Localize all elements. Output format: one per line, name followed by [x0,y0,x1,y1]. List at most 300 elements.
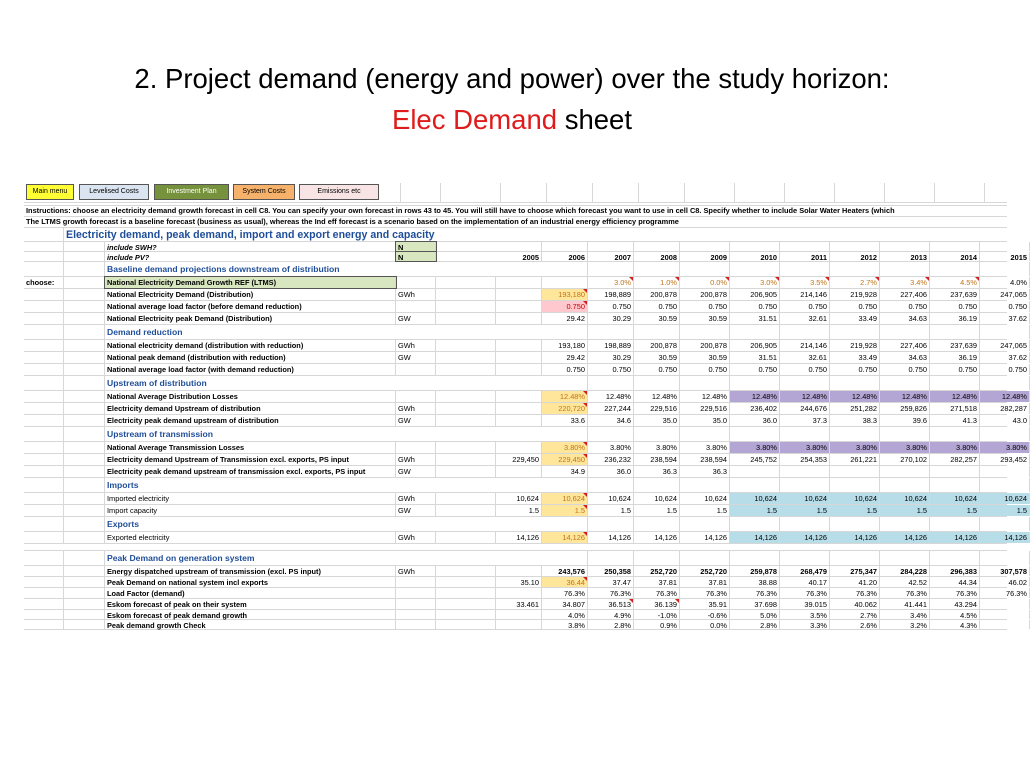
value-cell-2013[interactable]: 259,826 [880,403,930,414]
value-cell-2013[interactable]: 270,102 [880,454,930,465]
value-cell-2011[interactable]: 3.5% [780,610,830,619]
value-cell-2012[interactable]: 12.48% [830,391,880,402]
value-cell-2006[interactable]: 34.807 [542,599,588,609]
empty-cell[interactable] [64,620,105,629]
empty-cell[interactable] [24,376,64,390]
value-cell-2009[interactable]: 76.3% [680,588,730,598]
value-cell-2005[interactable] [496,566,542,576]
empty-cell[interactable] [730,325,780,339]
value-cell-2005[interactable] [496,391,542,402]
empty-cell[interactable] [24,517,64,531]
value-cell-2014[interactable]: 41.3 [930,415,980,426]
empty-cell[interactable] [64,340,105,351]
value-cell-2012[interactable] [830,466,880,477]
empty-cell[interactable] [930,551,980,565]
empty-cell[interactable] [680,242,730,251]
value-cell-2010[interactable]: 259,878 [730,566,780,576]
value-cell-2006[interactable]: 1.5 [542,505,588,516]
empty-cell[interactable] [930,478,980,492]
value-cell-2005[interactable]: 229,450 [496,454,542,465]
value-cell-2009[interactable]: 252,720 [680,566,730,576]
empty-cell[interactable] [436,313,496,324]
value-cell-2005[interactable] [496,415,542,426]
value-cell-2011[interactable]: 32.61 [780,313,830,324]
empty-cell[interactable] [680,427,730,441]
value-cell-2011[interactable]: 254,353 [780,454,830,465]
value-cell-2009[interactable]: 12.48% [680,391,730,402]
empty-cell[interactable] [780,427,830,441]
value-cell-2011[interactable]: 3.80% [780,442,830,453]
value-cell-2008[interactable]: 200,878 [634,289,680,300]
value-cell-2011[interactable]: 214,146 [780,289,830,300]
value-cell-2006[interactable]: 193,180 [542,289,588,300]
empty-cell[interactable] [64,610,105,619]
empty-cell[interactable] [64,566,105,576]
empty-cell[interactable] [830,551,880,565]
empty-cell[interactable] [64,376,105,390]
empty-cell[interactable] [64,415,105,426]
option-value-input[interactable]: N [396,242,436,251]
empty-cell[interactable] [436,352,496,363]
value-cell-2008[interactable]: 1.0% [634,277,680,288]
value-cell-2007[interactable]: 12.48% [588,391,634,402]
value-cell-2012[interactable]: 251,282 [830,403,880,414]
value-cell-2013[interactable]: 14,126 [880,532,930,543]
value-cell-2012[interactable]: 76.3% [830,588,880,598]
value-cell-2007[interactable]: 76.3% [588,588,634,598]
empty-cell[interactable] [830,517,880,531]
value-cell-2015[interactable]: 282,287 [980,403,1030,414]
empty-cell[interactable] [730,242,780,251]
spreadsheet[interactable] [24,183,1027,656]
empty-cell[interactable] [880,242,930,251]
value-cell-2008[interactable]: 37.81 [634,577,680,587]
value-cell-2010[interactable] [730,466,780,477]
value-cell-2009[interactable]: 0.0% [680,620,730,629]
value-cell-2015[interactable]: 4.0% [980,277,1030,288]
empty-cell[interactable] [830,262,880,276]
empty-cell[interactable] [780,325,830,339]
empty-cell[interactable] [830,478,880,492]
value-cell-2011[interactable]: 268,479 [780,566,830,576]
value-cell-2014[interactable]: 237,639 [930,289,980,300]
value-cell-2010[interactable]: 36.0 [730,415,780,426]
empty-cell[interactable] [64,505,105,516]
value-cell-2015[interactable]: 0.750 [980,364,1030,375]
value-cell-2014[interactable]: 36.19 [930,352,980,363]
value-cell-2015[interactable]: 37.62 [980,313,1030,324]
value-cell-2014[interactable]: 76.3% [930,588,980,598]
value-cell-2012[interactable]: 0.750 [830,364,880,375]
value-cell-2006[interactable]: 3.8% [542,620,588,629]
empty-cell[interactable] [780,262,830,276]
value-cell-2007[interactable]: 10,624 [588,493,634,504]
value-cell-2012[interactable]: 41.20 [830,577,880,587]
empty-cell[interactable] [588,325,634,339]
value-cell-2007[interactable]: 0.750 [588,364,634,375]
value-cell-2012[interactable]: 2.6% [830,620,880,629]
empty-cell[interactable] [588,478,634,492]
value-cell-2011[interactable]: 12.48% [780,391,830,402]
value-cell-2006[interactable]: 243,576 [542,566,588,576]
value-cell-2012[interactable]: 33.49 [830,352,880,363]
value-cell-2010[interactable]: 206,905 [730,289,780,300]
empty-cell[interactable] [64,599,105,609]
value-cell-2010[interactable]: 3.80% [730,442,780,453]
value-cell-2013[interactable]: 1.5 [880,505,930,516]
value-cell-2005[interactable] [496,289,542,300]
value-cell-2008[interactable]: 36.139 [634,599,680,609]
empty-cell[interactable] [780,478,830,492]
empty-cell[interactable] [830,325,880,339]
value-cell-2010[interactable]: 0.750 [730,301,780,312]
value-cell-2007[interactable]: 227,244 [588,403,634,414]
empty-cell[interactable] [24,252,64,261]
value-cell-2011[interactable]: 76.3% [780,588,830,598]
empty-cell[interactable] [634,242,680,251]
value-cell-2009[interactable]: 200,878 [680,289,730,300]
value-cell-2008[interactable]: 36.3 [634,466,680,477]
empty-cell[interactable] [930,325,980,339]
value-cell-2015[interactable]: 10,624 [980,493,1030,504]
value-cell-2015[interactable] [980,610,1030,619]
value-cell-2007[interactable]: 3.80% [588,442,634,453]
value-cell-2015[interactable]: 12.48% [980,391,1030,402]
empty-cell[interactable] [64,466,105,477]
value-cell-2007[interactable]: 0.750 [588,301,634,312]
value-cell-2007[interactable]: 198,889 [588,289,634,300]
value-cell-2014[interactable]: 10,624 [930,493,980,504]
value-cell-2013[interactable]: 39.6 [880,415,930,426]
empty-cell[interactable] [634,262,680,276]
empty-cell[interactable] [436,289,496,300]
value-cell-2010[interactable]: 37.698 [730,599,780,609]
empty-cell[interactable] [436,301,496,312]
value-cell-2013[interactable]: 0.750 [880,364,930,375]
value-cell-2013[interactable]: 284,228 [880,566,930,576]
value-cell-2005[interactable] [496,610,542,619]
levelised-costs-button[interactable]: Levelised Costs [79,184,149,200]
empty-cell[interactable] [436,493,496,504]
value-cell-2014[interactable]: 36.19 [930,313,980,324]
empty-cell[interactable] [64,364,105,375]
value-cell-2006[interactable]: 33.6 [542,415,588,426]
value-cell-2005[interactable] [496,277,542,288]
value-cell-2008[interactable]: 35.0 [634,415,680,426]
empty-cell[interactable] [730,478,780,492]
value-cell-2011[interactable]: 37.3 [780,415,830,426]
empty-cell[interactable] [24,551,64,565]
value-cell-2009[interactable]: 30.59 [680,313,730,324]
value-cell-2011[interactable]: 3.5% [780,277,830,288]
value-cell-2008[interactable]: 252,720 [634,566,680,576]
value-cell-2010[interactable]: 31.51 [730,313,780,324]
value-cell-2009[interactable]: 0.750 [680,301,730,312]
empty-cell[interactable] [980,376,1030,390]
value-cell-2015[interactable] [980,599,1030,609]
empty-cell[interactable] [436,620,496,629]
value-cell-2010[interactable]: 0.750 [730,364,780,375]
value-cell-2005[interactable] [496,313,542,324]
value-cell-2008[interactable]: 238,594 [634,454,680,465]
value-cell-2013[interactable]: 76.3% [880,588,930,598]
value-cell-2007[interactable]: 3.0% [588,277,634,288]
value-cell-2015[interactable]: 46.02 [980,577,1030,587]
empty-cell[interactable] [930,376,980,390]
value-cell-2008[interactable]: 30.59 [634,313,680,324]
value-cell-2014[interactable]: 3.80% [930,442,980,453]
empty-cell[interactable] [436,466,496,477]
value-cell-2008[interactable]: 1.5 [634,505,680,516]
value-cell-2012[interactable]: 33.49 [830,313,880,324]
empty-cell[interactable] [780,242,830,251]
system-costs-button[interactable]: System Costs [233,184,295,200]
empty-cell[interactable] [436,403,496,414]
value-cell-2013[interactable]: 42.52 [880,577,930,587]
value-cell-2012[interactable]: 10,624 [830,493,880,504]
value-cell-2006[interactable] [542,277,588,288]
value-cell-2007[interactable]: 34.6 [588,415,634,426]
value-cell-2009[interactable]: 36.3 [680,466,730,477]
value-cell-2006[interactable]: 34.9 [542,466,588,477]
value-cell-2015[interactable]: 293,452 [980,454,1030,465]
empty-cell[interactable] [64,454,105,465]
value-cell-2010[interactable]: 1.5 [730,505,780,516]
value-cell-2006[interactable]: 0.750 [542,301,588,312]
value-cell-2014[interactable]: 271,518 [930,403,980,414]
value-cell-2015[interactable]: 3.80% [980,442,1030,453]
value-cell-2006[interactable]: 4.0% [542,610,588,619]
value-cell-2013[interactable]: 3.2% [880,620,930,629]
value-cell-2010[interactable]: 2.8% [730,620,780,629]
value-cell-2006[interactable]: 229,450 [542,454,588,465]
value-cell-2015[interactable]: 14,126 [980,532,1030,543]
value-cell-2010[interactable]: 5.0% [730,610,780,619]
value-cell-2009[interactable]: 37.81 [680,577,730,587]
empty-cell[interactable] [880,262,930,276]
value-cell-2015[interactable]: 43.0 [980,415,1030,426]
value-cell-2005[interactable] [496,403,542,414]
empty-cell[interactable] [880,427,930,441]
empty-cell[interactable] [730,551,780,565]
value-cell-2010[interactable]: 14,126 [730,532,780,543]
empty-cell[interactable] [436,340,496,351]
value-cell-2005[interactable]: 1.5 [496,505,542,516]
value-cell-2012[interactable]: 261,221 [830,454,880,465]
value-cell-2009[interactable]: 10,624 [680,493,730,504]
empty-cell[interactable] [680,376,730,390]
value-cell-2014[interactable]: 296,383 [930,566,980,576]
empty-cell[interactable] [64,262,105,276]
empty-cell[interactable] [64,277,105,288]
value-cell-2006[interactable]: 0.750 [542,364,588,375]
value-cell-2015[interactable]: 247,065 [980,289,1030,300]
investment-plan-button[interactable]: Investment Plan [154,184,229,200]
section-title-main[interactable]: Electricity demand, peak demand, import and export energy and capacity [66,229,435,241]
value-cell-2014[interactable]: 282,257 [930,454,980,465]
value-cell-2012[interactable]: 40.062 [830,599,880,609]
value-cell-2005[interactable] [496,364,542,375]
value-cell-2005[interactable] [496,466,542,477]
empty-cell[interactable] [634,427,680,441]
value-cell-2008[interactable]: 0.750 [634,301,680,312]
value-cell-2006[interactable]: 10,624 [542,493,588,504]
main-menu-button[interactable]: Main menu [26,184,74,200]
value-cell-2013[interactable]: 3.80% [880,442,930,453]
empty-cell[interactable] [588,242,634,251]
empty-cell[interactable] [64,493,105,504]
empty-cell[interactable] [880,376,930,390]
value-cell-2012[interactable]: 219,928 [830,289,880,300]
empty-cell[interactable] [980,325,1030,339]
empty-cell[interactable] [64,442,105,453]
value-cell-2011[interactable]: 40.17 [780,577,830,587]
value-cell-2008[interactable]: 0.750 [634,364,680,375]
value-cell-2010[interactable]: 206,905 [730,340,780,351]
value-cell-2007[interactable]: 250,358 [588,566,634,576]
value-cell-2005[interactable] [496,442,542,453]
value-cell-2007[interactable]: 36.0 [588,466,634,477]
value-cell-2014[interactable]: 4.5% [930,610,980,619]
empty-cell[interactable] [542,551,588,565]
value-cell-2011[interactable] [780,466,830,477]
empty-cell[interactable] [680,262,730,276]
value-cell-2014[interactable] [930,466,980,477]
value-cell-2007[interactable]: 14,126 [588,532,634,543]
empty-cell[interactable] [930,517,980,531]
value-cell-2013[interactable]: 0.750 [880,301,930,312]
empty-cell[interactable] [680,325,730,339]
empty-cell[interactable] [64,403,105,414]
empty-cell[interactable] [588,551,634,565]
value-cell-2010[interactable]: 31.51 [730,352,780,363]
value-cell-2014[interactable]: 0.750 [930,364,980,375]
empty-cell[interactable] [880,517,930,531]
value-cell-2009[interactable]: 0.0% [680,277,730,288]
value-cell-2013[interactable]: 3.4% [880,277,930,288]
value-cell-2006[interactable]: 220,720 [542,403,588,414]
empty-cell[interactable] [436,442,496,453]
value-cell-2009[interactable]: 1.5 [680,505,730,516]
empty-cell[interactable] [542,376,588,390]
empty-cell[interactable] [980,242,1030,251]
value-cell-2007[interactable]: 30.29 [588,313,634,324]
value-cell-2006[interactable]: 14,126 [542,532,588,543]
empty-cell[interactable] [980,478,1030,492]
empty-cell[interactable] [64,301,105,312]
empty-cell[interactable] [780,517,830,531]
value-cell-2010[interactable]: 10,624 [730,493,780,504]
empty-cell[interactable] [64,551,105,565]
empty-cell[interactable] [634,517,680,531]
empty-cell[interactable] [436,566,496,576]
value-cell-2013[interactable]: 227,406 [880,340,930,351]
empty-cell[interactable] [64,577,105,587]
empty-cell[interactable] [780,551,830,565]
empty-cell[interactable] [980,427,1030,441]
value-cell-2009[interactable]: 35.0 [680,415,730,426]
value-cell-2014[interactable]: 0.750 [930,301,980,312]
empty-cell[interactable] [436,391,496,402]
empty-cell[interactable] [830,376,880,390]
value-cell-2013[interactable]: 12.48% [880,391,930,402]
empty-cell[interactable] [24,262,64,276]
empty-cell[interactable] [64,352,105,363]
value-cell-2005[interactable] [496,588,542,598]
value-cell-2012[interactable]: 14,126 [830,532,880,543]
empty-cell[interactable] [930,242,980,251]
value-cell-2005[interactable]: 35.10 [496,577,542,587]
value-cell-2015[interactable]: 76.3% [980,588,1030,598]
value-cell-2010[interactable]: 3.0% [730,277,780,288]
empty-cell[interactable] [436,415,496,426]
value-cell-2008[interactable]: 200,878 [634,340,680,351]
empty-cell[interactable] [64,242,105,251]
value-cell-2011[interactable]: 39.015 [780,599,830,609]
empty-cell[interactable] [64,325,105,339]
value-cell-2014[interactable]: 1.5 [930,505,980,516]
empty-cell[interactable] [436,577,496,587]
empty-cell[interactable] [588,376,634,390]
value-cell-2009[interactable]: 3.80% [680,442,730,453]
empty-cell[interactable] [980,262,1030,276]
empty-cell[interactable] [542,478,588,492]
empty-cell[interactable] [588,427,634,441]
value-cell-2014[interactable]: 237,639 [930,340,980,351]
empty-cell[interactable] [980,517,1030,531]
value-cell-2015[interactable]: 307,578 [980,566,1030,576]
value-cell-2008[interactable]: 12.48% [634,391,680,402]
value-cell-2010[interactable]: 245,752 [730,454,780,465]
value-cell-2013[interactable]: 227,406 [880,289,930,300]
value-cell-2011[interactable]: 244,676 [780,403,830,414]
empty-cell[interactable] [880,478,930,492]
value-cell-2015[interactable]: 37.62 [980,352,1030,363]
value-cell-2012[interactable]: 38.3 [830,415,880,426]
value-cell-2009[interactable]: 30.59 [680,352,730,363]
value-cell-2011[interactable]: 32.61 [780,352,830,363]
value-cell-2008[interactable]: 76.3% [634,588,680,598]
value-cell-2012[interactable]: 1.5 [830,505,880,516]
empty-cell[interactable] [64,517,105,531]
empty-cell[interactable] [24,325,64,339]
value-cell-2005[interactable]: 33.461 [496,599,542,609]
value-cell-2007[interactable]: 37.47 [588,577,634,587]
value-cell-2014[interactable]: 44.34 [930,577,980,587]
empty-cell[interactable] [64,427,105,441]
value-cell-2011[interactable]: 1.5 [780,505,830,516]
empty-cell[interactable] [24,228,64,241]
value-cell-2013[interactable]: 3.4% [880,610,930,619]
empty-cell[interactable] [542,325,588,339]
value-cell-2014[interactable]: 43.294 [930,599,980,609]
empty-cell[interactable] [436,532,496,543]
value-cell-2005[interactable]: 14,126 [496,532,542,543]
value-cell-2014[interactable]: 12.48% [930,391,980,402]
value-cell-2005[interactable]: 10,624 [496,493,542,504]
empty-cell[interactable] [634,551,680,565]
value-cell-2005[interactable] [496,301,542,312]
value-cell-2012[interactable]: 3.80% [830,442,880,453]
empty-cell[interactable] [730,376,780,390]
empty-cell[interactable] [24,478,64,492]
empty-cell[interactable] [680,551,730,565]
value-cell-2006[interactable]: 29.42 [542,313,588,324]
empty-cell[interactable] [680,478,730,492]
empty-cell[interactable] [64,532,105,543]
value-cell-2015[interactable] [980,466,1030,477]
value-cell-2008[interactable]: 3.80% [634,442,680,453]
